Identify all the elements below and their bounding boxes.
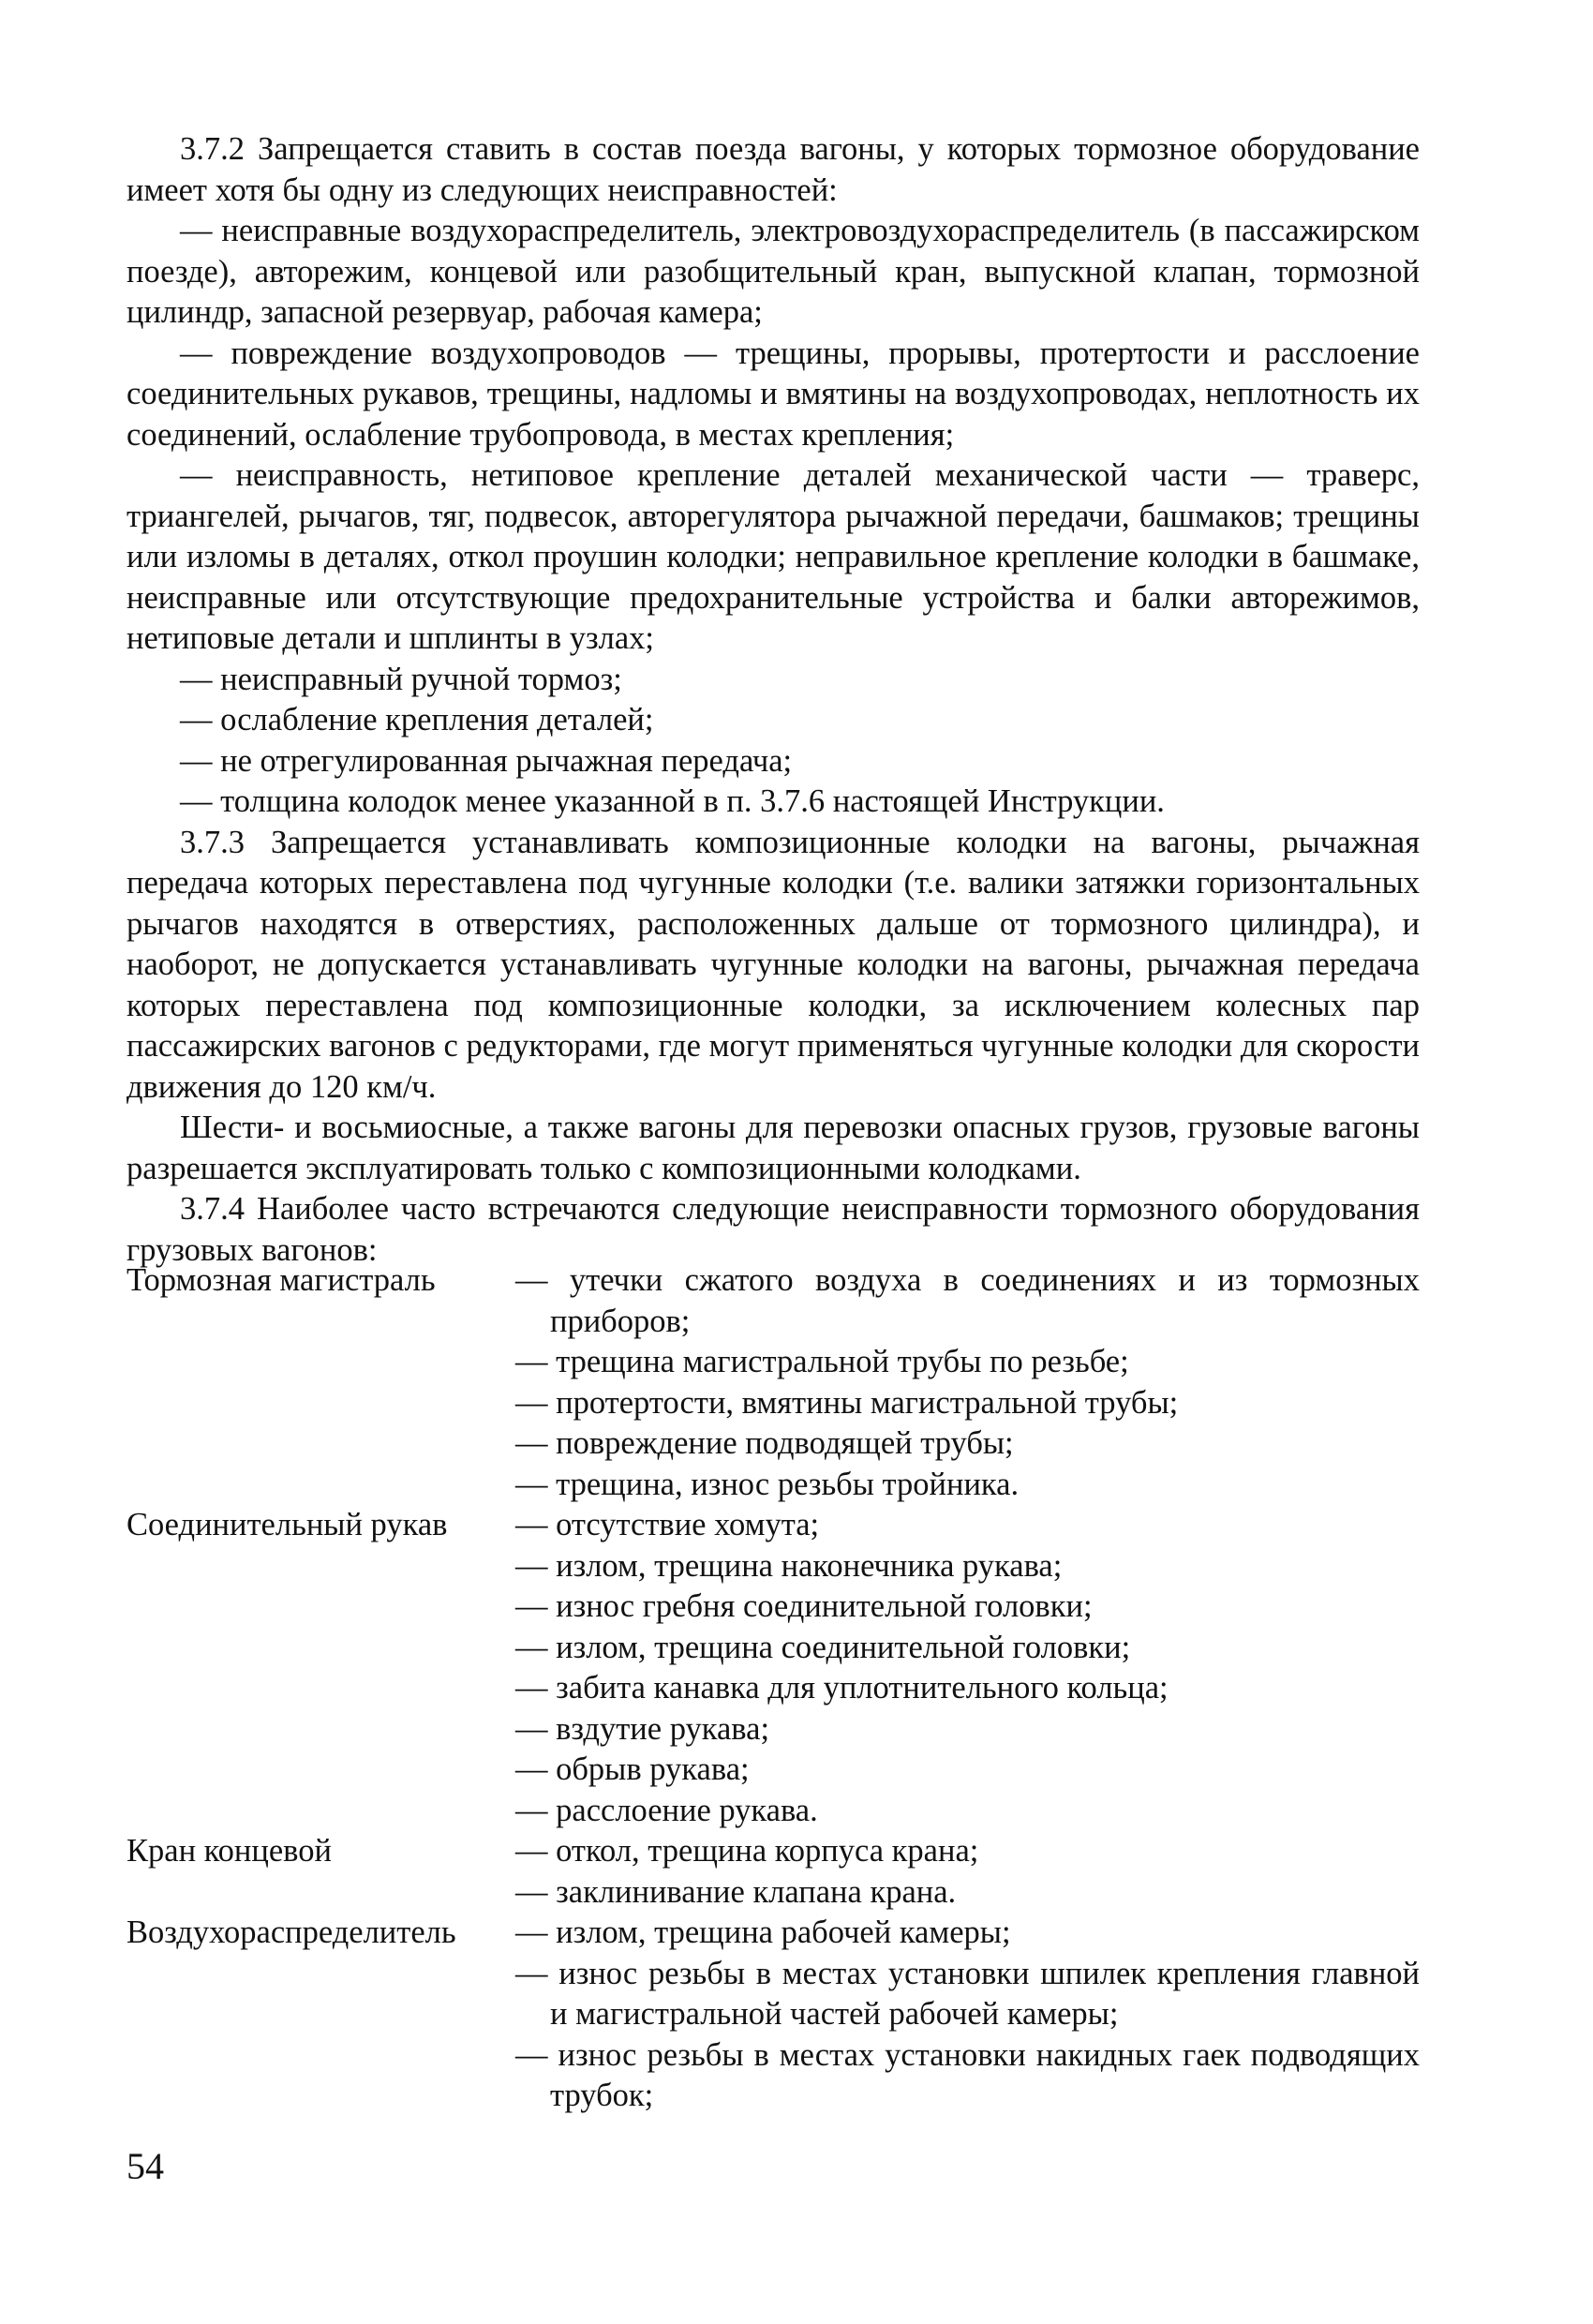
defect-item: — расслоение рукава.	[515, 1792, 818, 1828]
defect-group-air-distributor	[127, 1913, 1420, 2117]
defect-item: — забита канавка для уплотнительного кольца;	[515, 1670, 1169, 1706]
defect-term: Соединительный рукав	[127, 1507, 448, 1542]
defects-list	[127, 1260, 1420, 2117]
paragraph-3-7-2: 3.7.2 Запрещается ставить в состав поезда вагоны, у которых тормозное оборудование имеет хотя бы одну из следующих неисправностей:	[127, 131, 1420, 208]
defect-item: — износ резьбы в местах установки шпилек крепления главной и магистральной частей рабочей камеры;	[515, 1955, 1420, 2032]
defect-item: — протертости, вмятины магистральной трубы;	[515, 1384, 1179, 1421]
defect-item: — излом, трещина рабочей камеры;	[515, 1914, 1011, 1950]
body-text	[127, 129, 1420, 1271]
defect-term: Воздухораспределитель	[127, 1914, 456, 1950]
paragraph-3-7-3: 3.7.3 Запрещается устанавливать композиционные колодки на вагоны, рычажная передача которых переставлена под чугунные колодки (т.е. валики затяжки горизонтальных рычагов находятся в отверстиях, расположенных дальше от тормозного цилиндра), и наоборот, не допускается устанавливать чугунные колодки на вагоны, рычажная передача которых переставлена под композиционные колодки, за исключением колесных пар пассажирских вагонов с редукторами, где могут применяться чугунные колодки для скорости движения до 120 км/ч.	[127, 824, 1420, 1105]
list-item: — не отрегулированная рычажная передача;	[180, 742, 793, 779]
list-item: — повреждение воздухопроводов — трещины, прорывы, протертости и расслоение соединительных рукавов, трещины, надломы и вмятины на воздухопроводах, неплотность их соединений, ослабление трубопровода, в местах крепления;	[127, 335, 1420, 453]
defect-term: Тормозная магистраль	[127, 1262, 436, 1298]
defect-item: — повреждение подводящей трубы;	[515, 1425, 1014, 1461]
list-item: — толщина колодок менее указанной в п. 3.7.6 настоящей Инструкции.	[180, 783, 1165, 819]
defect-item: — вздутие рукава;	[515, 1710, 770, 1747]
defect-item: — излом, трещина наконечника рукава;	[515, 1547, 1063, 1584]
defect-group-brake-line	[127, 1260, 1420, 1505]
defect-group-hose	[127, 1505, 1420, 1831]
defect-item: — трещина магистральной трубы по резьбе;	[515, 1344, 1129, 1379]
list-item: — неисправные воздухораспределитель, электровоздухораспределитель (в пассажирском поезде), авторежим, концевой или разобщительный кран, выпускной клапан, тормозной цилиндр, запасной резервуар, рабочая камера;	[127, 213, 1420, 330]
defect-item: — трещина, износ резьбы тройника.	[515, 1466, 1020, 1502]
defect-item: — износ гребня соединительной головки;	[515, 1588, 1093, 1624]
list-item: — ослабление крепления деталей;	[180, 702, 654, 737]
defect-term: Кран концевой	[127, 1833, 332, 1869]
defect-item: — заклинивание клапана крана.	[515, 1873, 957, 1910]
paragraph-3-7-4: 3.7.4 Наиболее часто встречаются следующие неисправности тормозного оборудования грузовых вагонов:	[127, 1191, 1420, 1268]
page-number: 54	[127, 2145, 164, 2187]
list-item: — неисправный ручной тормоз;	[180, 661, 622, 697]
defect-item: — отсутствие хомута;	[515, 1507, 820, 1542]
defect-item: — утечки сжатого воздуха в соединениях и из тормозных приборов;	[515, 1262, 1420, 1339]
list-item: — неисправность, нетиповое крепление деталей механической части — траверс, триангелей, рычагов, тяг, подвесок, авторегулятора рычажной передачи, башмаков; трещины или изломы в деталях, откол проушин колодки; неправильное крепление колодки в башмаке, неисправные или отсутствующие предохранительные устройства и балки авторежимов, нетиповые детали и шплинты в узлах;	[127, 457, 1420, 656]
paragraph: Шести- и восьмиосные, а также вагоны для перевозки опасных грузов, грузовые вагоны разрешается эксплуатировать только с композиционными колодками.	[127, 1110, 1420, 1186]
defect-group-end-valve	[127, 1831, 1420, 1913]
defect-item: — износ резьбы в местах установки накидных гаек подводящих трубок;	[515, 2036, 1420, 2113]
defect-item: — обрыв рукава;	[515, 1751, 750, 1787]
defect-item: — излом, трещина соединительной головки;	[515, 1629, 1131, 1665]
defect-item: — откол, трещина корпуса крана;	[515, 1833, 979, 1869]
